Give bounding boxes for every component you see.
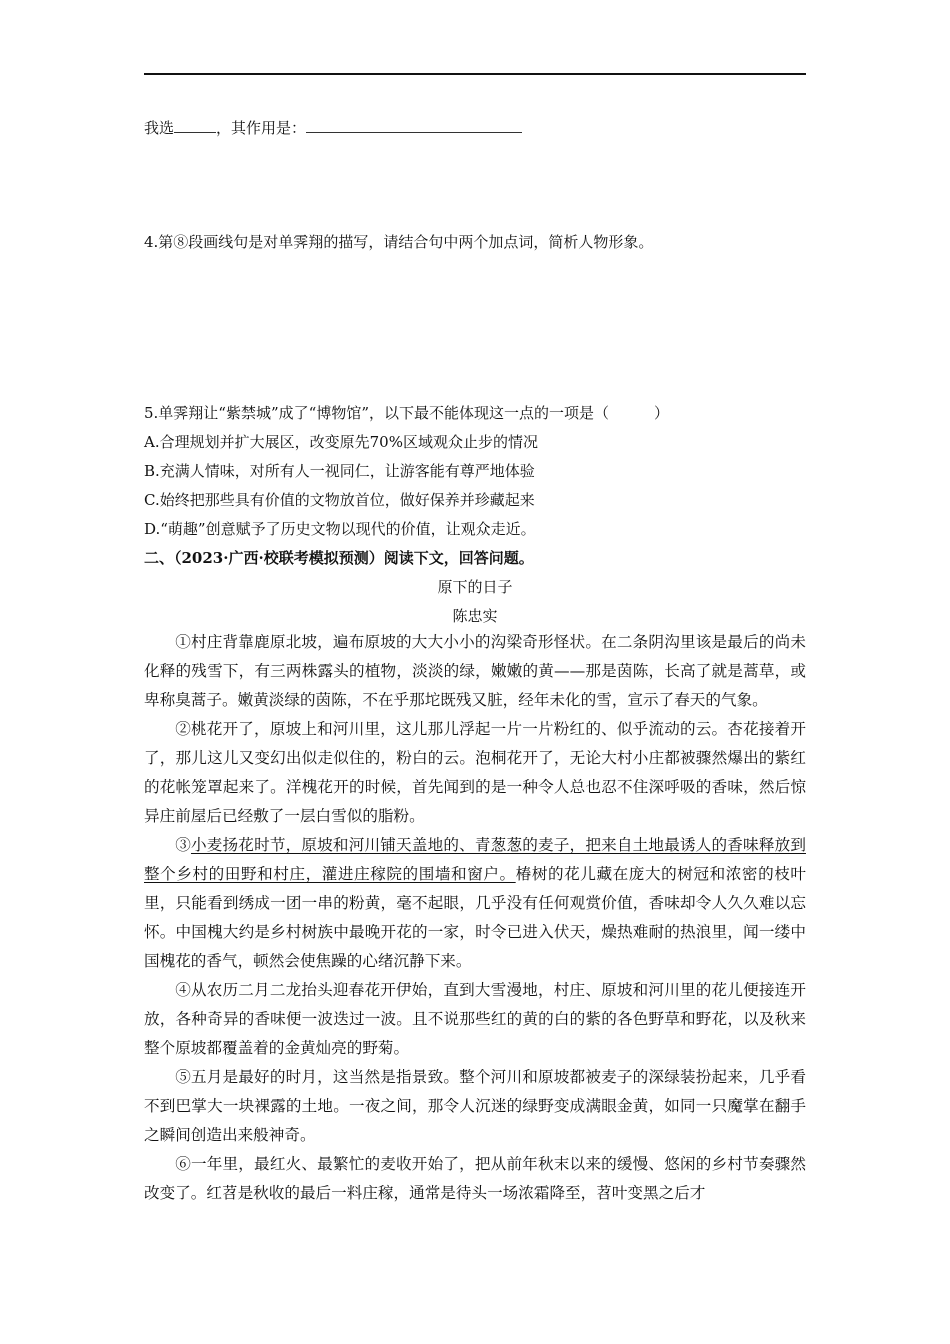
option-a: A.合理规划并扩大展区，改变原先70%区域观众止步的情况: [144, 433, 538, 451]
paragraph-2: ②桃花开了，原坡上和河川里，这儿那儿浮起一片一片粉红的、似乎流动的云。杏花接着开了，那儿这儿又变幻出似走似住的，粉白的云。泡桐花开了，无论大村小庄都被骤然爆出的紫红的花帐笼罩起来了。洋槐花开的时候，首先闻到的是一种令人总也忍不住深呼吸的香味，然后惊异庄前屋后已经敷了一层白雪似的脂粉。: [144, 720, 806, 825]
paragraph-6: ⑥一年里，最红火、最繁忙的麦收开始了，把从前年秋末以来的缓慢、悠闲的乡村节奏骤然改变了。红苕是秋收的最后一料庄稼，通常是待头一场浓霜降至，苕叶变黑之后才: [144, 1155, 806, 1202]
option-b: B.充满人情味，对所有人一视同仁，让游客能有尊严地体验: [144, 462, 535, 480]
section-2-heading: 二、（2023·广西·校联考模拟预测）阅读下文，回答问题。: [144, 549, 534, 567]
header-rule: [144, 73, 806, 75]
question-4: 4.第⑧段画线句是对单霁翔的描写，请结合句中两个加点词，简析人物形象。: [144, 233, 654, 251]
paragraph-5: ⑤五月是最好的时月，这当然是指景致。整个河川和原坡都被麦子的深绿装扮起来，几乎看不到巴掌大一块裸露的土地。一夜之间，那令人沉迷的绿野变成满眼金黄，如同一只魔掌在翻手之瞬间创造出来般神奇。: [144, 1068, 806, 1144]
paragraph-3: [144, 831, 806, 976]
function-blank[interactable]: [306, 118, 522, 133]
underlined-sentence: 小麦扬花时节，原坡和河川铺天盖地的、青葱葱的麦子，把来自土地最诱人的香味释放到整个乡村的田野和村庄，灌进庄稼院的围墙和窗户。: [144, 836, 806, 883]
paragraph-4: ④从农历二月二龙抬头迎春花开伊始，直到大雪漫地，村庄、原坡和河川里的花儿便接连开放，各种奇异的香味便一波迭过一波。且不说那些红的黄的白的紫的各色野草和野花，以及秋来整个原坡都覆盖着的金黄灿亮的野菊。: [144, 981, 806, 1057]
paragraph-3-rest: 椿树的花儿藏在庞大的树冠和浓密的枝叶里，只能看到绣成一团一串的粉黄，毫不起眼，几乎没有任何观赏价值，香味却令人久久难以忘怀。中国槐大约是乡村树族中最晚开花的一家，时令已进入伏天，燥热难耐的热浪里，闻一缕中国槐花的香气，顿然会使焦躁的心绪沉静下来。: [144, 865, 806, 970]
option-c: C.始终把那些具有价值的文物放首位，做好保养并珍藏起来: [144, 491, 535, 509]
choice-blank[interactable]: [174, 118, 216, 133]
article-author: 陈忠实: [452, 607, 498, 625]
q3-prefix: 我选: [144, 119, 175, 137]
q3-middle: ，其作用是：: [216, 119, 307, 137]
paragraph-1: ①村庄背靠鹿原北坡，遍布原坡的大大小小的沟梁奇形怪状。在二条阴沟里该是最后的尚未化释的残雪下，有三两株露头的植物，淡淡的绿，嫩嫩的黄——那是茵陈，长高了就是蒿草，或卑称臭蒿子。嫩黄淡绿的茵陈，不在乎那坨既残又脏，经年未化的雪，宣示了春天的气象。: [144, 633, 806, 709]
q3-answer-line: [144, 118, 806, 138]
paragraph-3-number: ③: [175, 836, 191, 854]
article-title: 原下的日子: [437, 578, 513, 596]
question-5-stem: 5.单霁翔让“紫禁城”成了“博物馆”，以下最不能体现这一点的一项是（ ）: [144, 404, 669, 422]
article-body: [144, 628, 806, 1208]
option-d: D.“萌趣”创意赋予了历史文物以现代的价值，让观众走近。: [144, 520, 536, 538]
